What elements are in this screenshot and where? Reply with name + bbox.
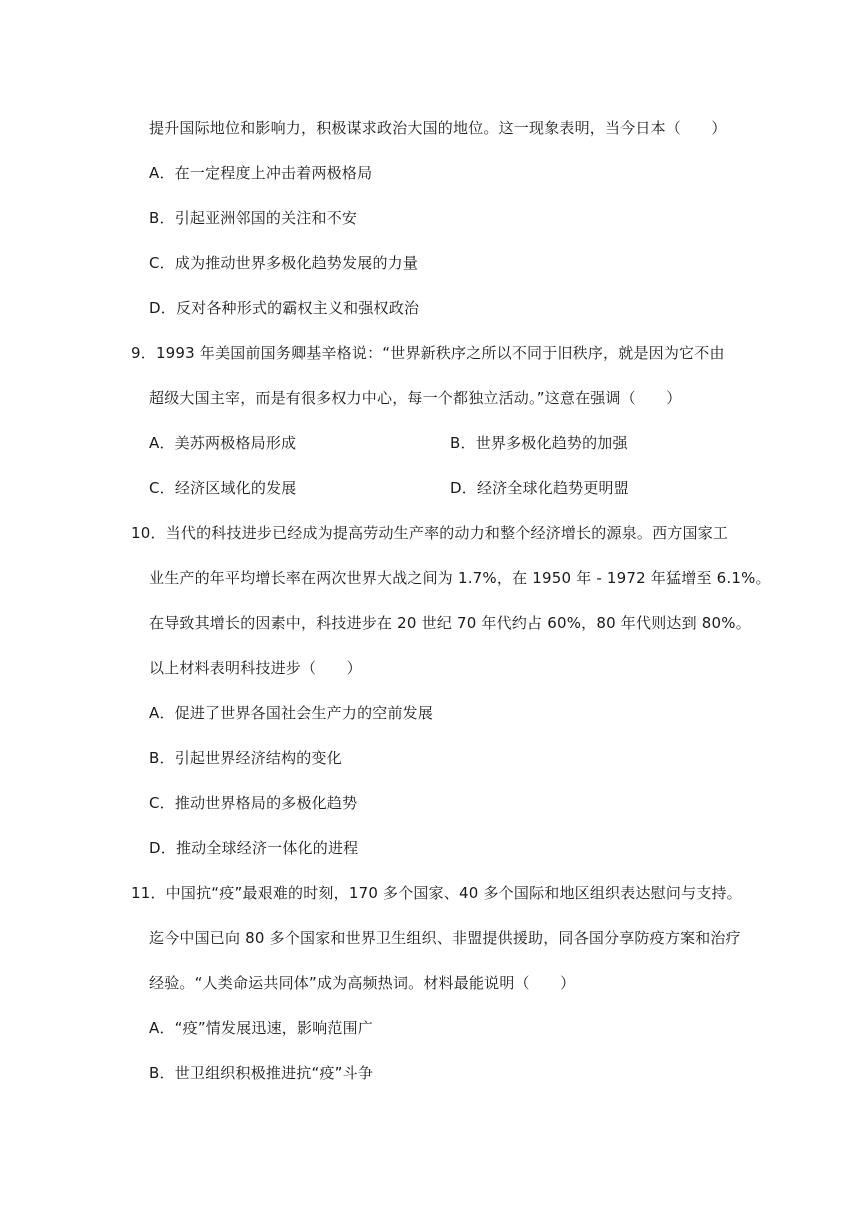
- q10-stem-line2: 业生产的年平均增长率在两次世界大战之间为 1.7%，在 1950 年 - 1972 年猛增至 6.1%。: [149, 569, 771, 587]
- q11-option-a: A．“疫”情发展迅速，影响范围广: [149, 1019, 374, 1037]
- q10-stem-line3: 在导致其增长的因素中，科技进步在 20 世纪 70 年代约占 60%，80 年代则达到 80%。: [149, 614, 751, 632]
- q11-stem-line2: 迄今中国已向 80 多个国家和世界卫生组织、非盟提供援助，同各国分享防疫方案和治疗: [149, 929, 741, 947]
- q9-option-c: C．经济区域化的发展: [149, 479, 297, 497]
- q9-stem-line2: 超级大国主宰，而是有很多权力中心，每一个都独立活动。”这意在强调（ ）: [149, 389, 682, 407]
- q10-option-b: B．引起世界经济结构的变化: [149, 749, 342, 767]
- q8-stem: 提升国际地位和影响力，积极谋求政治大国的地位。这一现象表明，当今日本（ ）: [149, 119, 727, 137]
- q11-stem-line1: 11．中国抗“疫”最艰难的时刻，170 多个国家、40 多个国际和地区组织表达慰问与支持。: [131, 884, 742, 902]
- q9-option-b: B．世界多极化趋势的加强: [450, 434, 628, 452]
- q10-stem-line1: 10．当代的科技进步已经成为提高劳动生产率的动力和整个经济增长的源泉。西方国家工: [131, 524, 729, 542]
- q10-option-a: A．促进了世界各国社会生产力的空前发展: [149, 704, 434, 722]
- q8-option-a: A．在一定程度上冲击着两极格局: [149, 164, 373, 182]
- q10-option-c: C．推动世界格局的多极化趋势: [149, 794, 358, 812]
- q11-option-b: B．世卫组织积极推进抗“疫”斗争: [149, 1064, 374, 1082]
- q10-option-d: D．推动全球经济一体化的进程: [149, 839, 359, 857]
- q9-option-d: D．经济全球化趋势更明盟: [450, 479, 629, 497]
- q10-stem-line4: 以上材料表明科技进步（ ）: [149, 659, 362, 677]
- q8-option-b: B．引起亚洲邻国的关注和不安: [149, 209, 358, 227]
- q11-stem-line3: 经验。“人类命运共同体”成为高频热词。材料最能说明（ ）: [149, 974, 576, 992]
- q8-option-d: D．反对各种形式的霸权主义和强权政治: [149, 299, 420, 317]
- q8-option-c: C．成为推动世界多极化趋势发展的力量: [149, 254, 419, 272]
- q9-option-a: A．美苏两极格局形成: [149, 434, 297, 452]
- q9-stem-line1: 9．1993 年美国前国务卿基辛格说：“世界新秩序之所以不同于旧秩序，就是因为它不由: [131, 344, 725, 362]
